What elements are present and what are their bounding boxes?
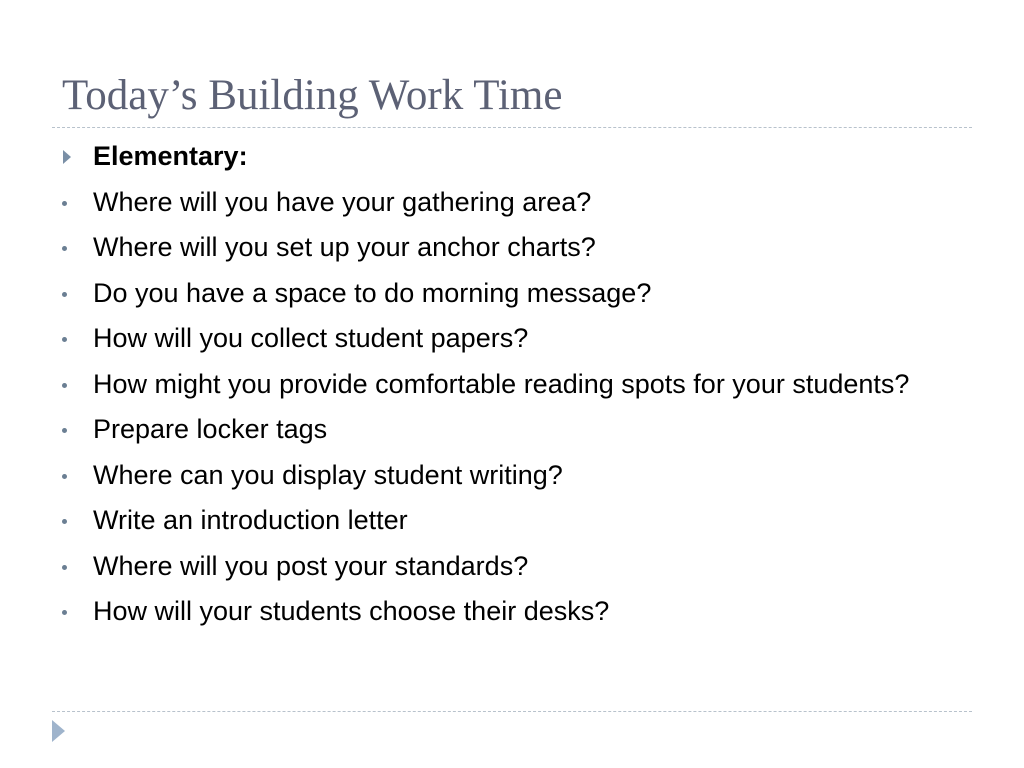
list-item: [60, 549, 940, 583]
list-item-text: How will your students choose their desks?: [93, 596, 610, 626]
list-item-text: Where can you display student writing?: [93, 459, 563, 490]
list-heading-text: Elementary:: [93, 141, 248, 171]
list-item-text: Do you have a space to do morning message?: [93, 277, 652, 308]
list-item-text: How will you collect student papers?: [93, 323, 529, 353]
list-item: [60, 230, 940, 264]
list-item: [60, 321, 940, 355]
dot-bullet-icon: [60, 367, 80, 401]
list-item: [60, 185, 940, 219]
list-item: [60, 594, 940, 628]
title-divider: [52, 127, 972, 128]
list-item-text: Where will you have your gathering area?: [93, 186, 592, 217]
dot-bullet-icon: [60, 185, 80, 219]
dot-bullet-icon: [60, 412, 80, 446]
list-item: [60, 503, 940, 537]
list-item-text: How might you provide comfortable reading spots for your students?: [93, 368, 910, 399]
list-item-text: Where will you post your standards?: [93, 550, 529, 581]
footer-divider: [52, 711, 972, 712]
list-item: [60, 276, 940, 310]
dot-bullet-icon: [60, 594, 80, 628]
list-item-text: Prepare locker tags: [93, 414, 328, 444]
play-arrow-icon[interactable]: [52, 720, 65, 742]
triangle-bullet-icon: [60, 139, 80, 173]
bullet-list: [60, 139, 940, 640]
dot-bullet-icon: [60, 321, 80, 355]
dot-bullet-icon: [60, 503, 80, 537]
list-item: [60, 367, 940, 401]
list-item-text: Write an introduction letter: [93, 505, 408, 535]
list-item: [60, 412, 940, 446]
list-item-text: Where will you set up your anchor charts?: [93, 232, 596, 262]
dot-bullet-icon: [60, 458, 80, 492]
list-heading: [60, 139, 940, 173]
dot-bullet-icon: [60, 549, 80, 583]
dot-bullet-icon: [60, 276, 80, 310]
list-item: [60, 458, 940, 492]
slide-title: Today’s Building Work Time: [62, 72, 563, 119]
dot-bullet-icon: [60, 230, 80, 264]
